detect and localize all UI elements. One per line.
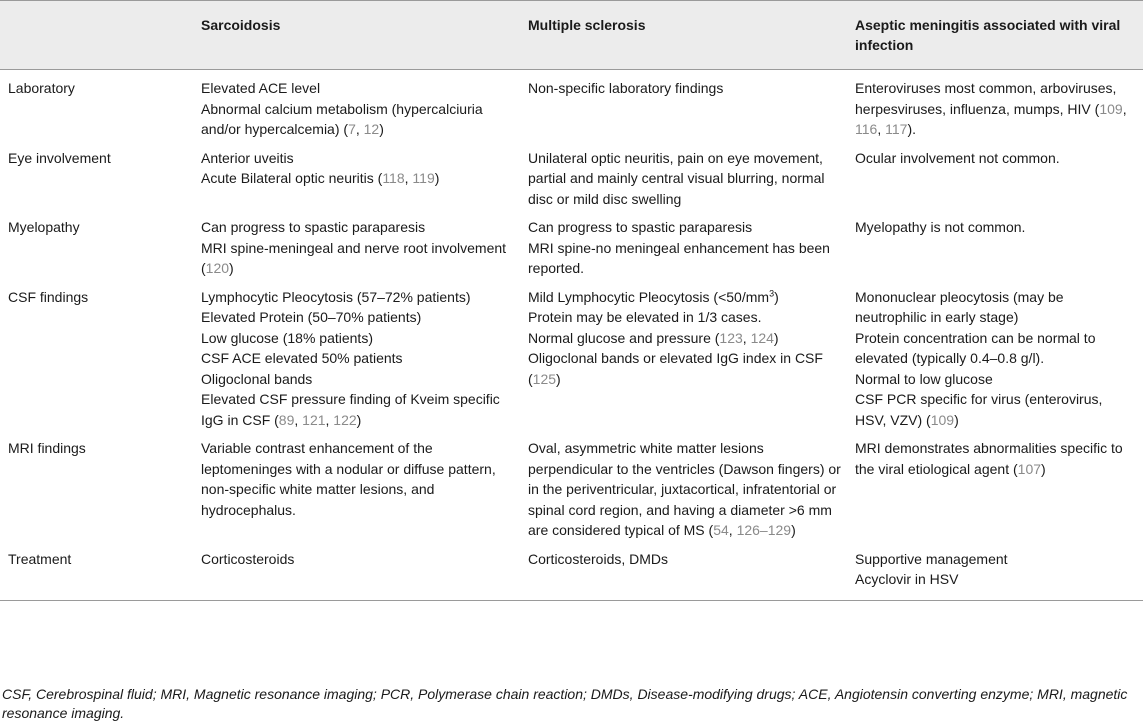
cell-line — [528, 348, 841, 389]
cell-sarcoidosis — [193, 430, 520, 541]
cell-line — [855, 369, 1137, 390]
cell-line — [201, 287, 514, 308]
reference-link[interactable]: 116 — [855, 121, 878, 137]
cell-line — [528, 287, 841, 308]
cell-line — [528, 217, 841, 238]
cell-text: Supportive management — [855, 550, 1008, 567]
row-label: MRI findings — [8, 440, 86, 456]
cell-text: ) — [774, 288, 779, 305]
cell-line — [201, 99, 514, 140]
cell-line — [855, 148, 1137, 169]
table-footnote: CSF, Cerebrospinal fluid; MRI, Magnetic resonance imaging; PCR, Polymerase chain reaction; DMDs, Disease-modifying drugs; ACE, Angiotensin converting enzyme; MRI, magnetic resonance imaging. — [2, 686, 1128, 721]
cell-text: , — [355, 121, 364, 137]
cell-text: ) — [1041, 460, 1046, 477]
cell-line — [201, 238, 514, 279]
cell-line — [528, 549, 841, 570]
cell-text: Myelopathy is not common. — [855, 219, 1026, 235]
cell-line — [855, 438, 1137, 479]
cell-text: Elevated Protein (50–70% patients) — [201, 309, 422, 325]
cell-text: Ocular involvement not common. — [855, 149, 1060, 166]
cell-line — [528, 307, 841, 328]
table-row — [0, 140, 1143, 210]
cell-line — [201, 369, 514, 390]
reference-link[interactable]: 118 — [382, 170, 405, 186]
cell-line — [201, 307, 514, 328]
cell-text: Can progress to spastic paraparesis — [201, 219, 426, 235]
cell-text: , — [728, 522, 737, 538]
cell-text: Variable contrast enhancement of the leptomeninges with a nodular or diffuse pattern, non-specific white matter lesions, and hydrocephalus. — [201, 440, 496, 518]
reference-link[interactable]: 89 — [278, 411, 295, 428]
cell-text: ) — [434, 170, 440, 186]
cell-sarcoidosis — [193, 209, 520, 279]
cell-line — [201, 168, 514, 189]
cell-line — [855, 569, 1137, 590]
cell-line — [201, 348, 514, 369]
header-row — [0, 1, 1143, 70]
reference-link[interactable]: 121 — [302, 411, 326, 428]
cell-multiple-sclerosis — [520, 70, 847, 140]
row-label: Laboratory — [8, 80, 75, 96]
table-row — [0, 279, 1143, 431]
cell-line — [528, 78, 841, 99]
cell-text: Protein concentration can be normal to elevated (typically 0.4–0.8 g/l). — [855, 329, 1096, 366]
cell-text: , — [325, 411, 334, 428]
cell-sarcoidosis — [193, 140, 520, 210]
reference-link[interactable]: 7 — [348, 121, 356, 137]
cell-line — [201, 389, 514, 430]
cell-text: Acute Bilateral optic neuritis ( — [201, 170, 383, 186]
reference-link[interactable]: 109 — [1099, 100, 1123, 117]
cell-text: , — [294, 411, 303, 428]
cell-text: MRI demonstrates abnormalities specific to the viral etiological agent ( — [855, 440, 1123, 477]
cell-text: MRI spine-meningeal and nerve root involvement ( — [201, 239, 507, 276]
cell-aseptic-meningitis — [847, 279, 1143, 431]
cell-line — [528, 328, 841, 349]
table-row — [0, 430, 1143, 541]
cell-line — [855, 328, 1137, 369]
cell-text: Acyclovir in HSV — [855, 571, 959, 587]
cell-line — [855, 389, 1137, 430]
row-label: CSF findings — [8, 288, 89, 305]
cell-text: Oval, asymmetric white matter lesions perpendicular to the ventricles (Dawson fingers) or in the periventricular, juxtacortical, infratentorial or spinal cord region, and having a diameter >6 mm are considered typical of MS ( — [528, 440, 841, 538]
cell-sarcoidosis — [193, 70, 520, 140]
cell-line — [855, 549, 1137, 570]
cell-text: Non-specific laboratory findings — [528, 80, 724, 96]
cell-text: CSF PCR specific for virus (enterovirus, HSV, VZV) ( — [855, 391, 1103, 428]
reference-link[interactable]: 124 — [750, 329, 774, 346]
reference-link[interactable]: 122 — [333, 411, 357, 428]
reference-link[interactable]: 117 — [885, 121, 908, 137]
cell-text: Corticosteroids — [201, 550, 295, 567]
cell-text: Oligoclonal bands — [201, 370, 313, 387]
table-header — [0, 1, 1143, 70]
cell-text: Corticosteroids, DMDs — [528, 550, 669, 567]
cell-line — [855, 78, 1137, 140]
header-multiple-sclerosis: Multiple sclerosis — [528, 17, 646, 33]
header-feature — [0, 1, 193, 70]
cell-aseptic-meningitis — [847, 541, 1143, 601]
cell-line — [855, 287, 1137, 328]
cell-multiple-sclerosis — [520, 279, 847, 431]
cell-line — [201, 549, 514, 570]
reference-link[interactable]: 12 — [363, 121, 380, 137]
cell-aseptic-meningitis — [847, 430, 1143, 541]
cell-line — [201, 78, 514, 99]
reference-link[interactable]: 126–129 — [736, 522, 792, 538]
reference-link[interactable]: 109 — [930, 411, 955, 428]
reference-link[interactable]: 120 — [205, 260, 230, 276]
cell-text: Mononuclear pleocytosis (may be neutrophilic in early stage) — [855, 288, 1064, 325]
cell-multiple-sclerosis — [520, 541, 847, 601]
cell-sarcoidosis — [193, 279, 520, 431]
reference-link[interactable]: 125 — [532, 370, 557, 387]
cell-text: Enteroviruses most common, arboviruses, herpesviruses, influenza, mumps, HIV ( — [855, 80, 1117, 117]
cell-text: , — [877, 121, 886, 137]
cell-text: Protein may be elevated in 1/3 cases. — [528, 309, 762, 325]
header-aseptic-meningitis: Aseptic meningitis associated with viral infection — [855, 17, 1121, 53]
row-label: Eye involvement — [8, 149, 111, 166]
cell-line — [528, 148, 841, 210]
cell-text: , — [1122, 100, 1127, 117]
cell-text: Mild Lymphocytic Pleocytosis (<50/mm — [528, 288, 770, 305]
cell-aseptic-meningitis — [847, 209, 1143, 279]
cell-text: Normal glucose and pressure ( — [528, 329, 720, 346]
table-body — [0, 70, 1143, 601]
cell-line — [201, 438, 514, 520]
cell-line — [855, 217, 1137, 238]
cell-text: ) — [954, 411, 959, 428]
cell-sarcoidosis — [193, 541, 520, 601]
cell-text: ) — [379, 121, 384, 137]
cell-text: ) — [791, 522, 796, 538]
cell-multiple-sclerosis — [520, 140, 847, 210]
cell-text: Low glucose (18% patients) — [201, 329, 373, 346]
cell-text: ) — [229, 260, 234, 276]
table-row — [0, 70, 1143, 140]
reference-link[interactable]: 107 — [1017, 460, 1042, 477]
cell-aseptic-meningitis — [847, 140, 1143, 210]
cell-line — [201, 148, 514, 169]
cell-text: MRI spine-no meningeal enhancement has been reported. — [528, 239, 830, 276]
cell-text: Abnormal calcium metabolism (hypercalciuria and/or hypercalcemia) ( — [201, 100, 483, 137]
cell-line — [528, 238, 841, 279]
reference-link[interactable]: 119 — [412, 170, 435, 186]
cell-text: Can progress to spastic paraparesis — [528, 219, 753, 235]
cell-text: , — [404, 170, 413, 186]
row-label: Myelopathy — [8, 219, 80, 235]
superscript: 3 — [769, 287, 775, 298]
reference-link[interactable]: 123 — [719, 329, 743, 346]
cell-text: Unilateral optic neuritis, pain on eye movement, partial and mainly central visual blurring, normal disc or mild disc swelling — [528, 149, 825, 207]
reference-link[interactable]: 54 — [713, 522, 729, 538]
cell-text: Oligoclonal bands or elevated IgG index in CSF ( — [528, 350, 823, 387]
cell-text: ). — [907, 121, 916, 137]
table-row — [0, 209, 1143, 279]
cell-aseptic-meningitis — [847, 70, 1143, 140]
cell-text: ) — [773, 329, 779, 346]
row-label: Treatment — [8, 550, 72, 567]
cell-text: Normal to low glucose — [855, 370, 993, 387]
header-sarcoidosis: Sarcoidosis — [201, 17, 281, 33]
cell-text: CSF ACE elevated 50% patients — [201, 350, 403, 366]
cell-line — [201, 217, 514, 238]
cell-text: Elevated CSF pressure finding of Kveim specific IgG in CSF ( — [201, 391, 500, 428]
table-row — [0, 541, 1143, 601]
cell-text: Elevated ACE level — [201, 80, 321, 96]
cell-text: ) — [556, 370, 561, 387]
cell-text: Lymphocytic Pleocytosis (57–72% patients) — [201, 288, 471, 305]
cell-multiple-sclerosis — [520, 209, 847, 279]
cell-text: ) — [356, 411, 362, 428]
cell-line — [528, 438, 841, 541]
cell-text: , — [742, 329, 751, 346]
cell-multiple-sclerosis — [520, 430, 847, 541]
cell-line — [201, 328, 514, 349]
cell-text: Anterior uveitis — [201, 149, 294, 166]
